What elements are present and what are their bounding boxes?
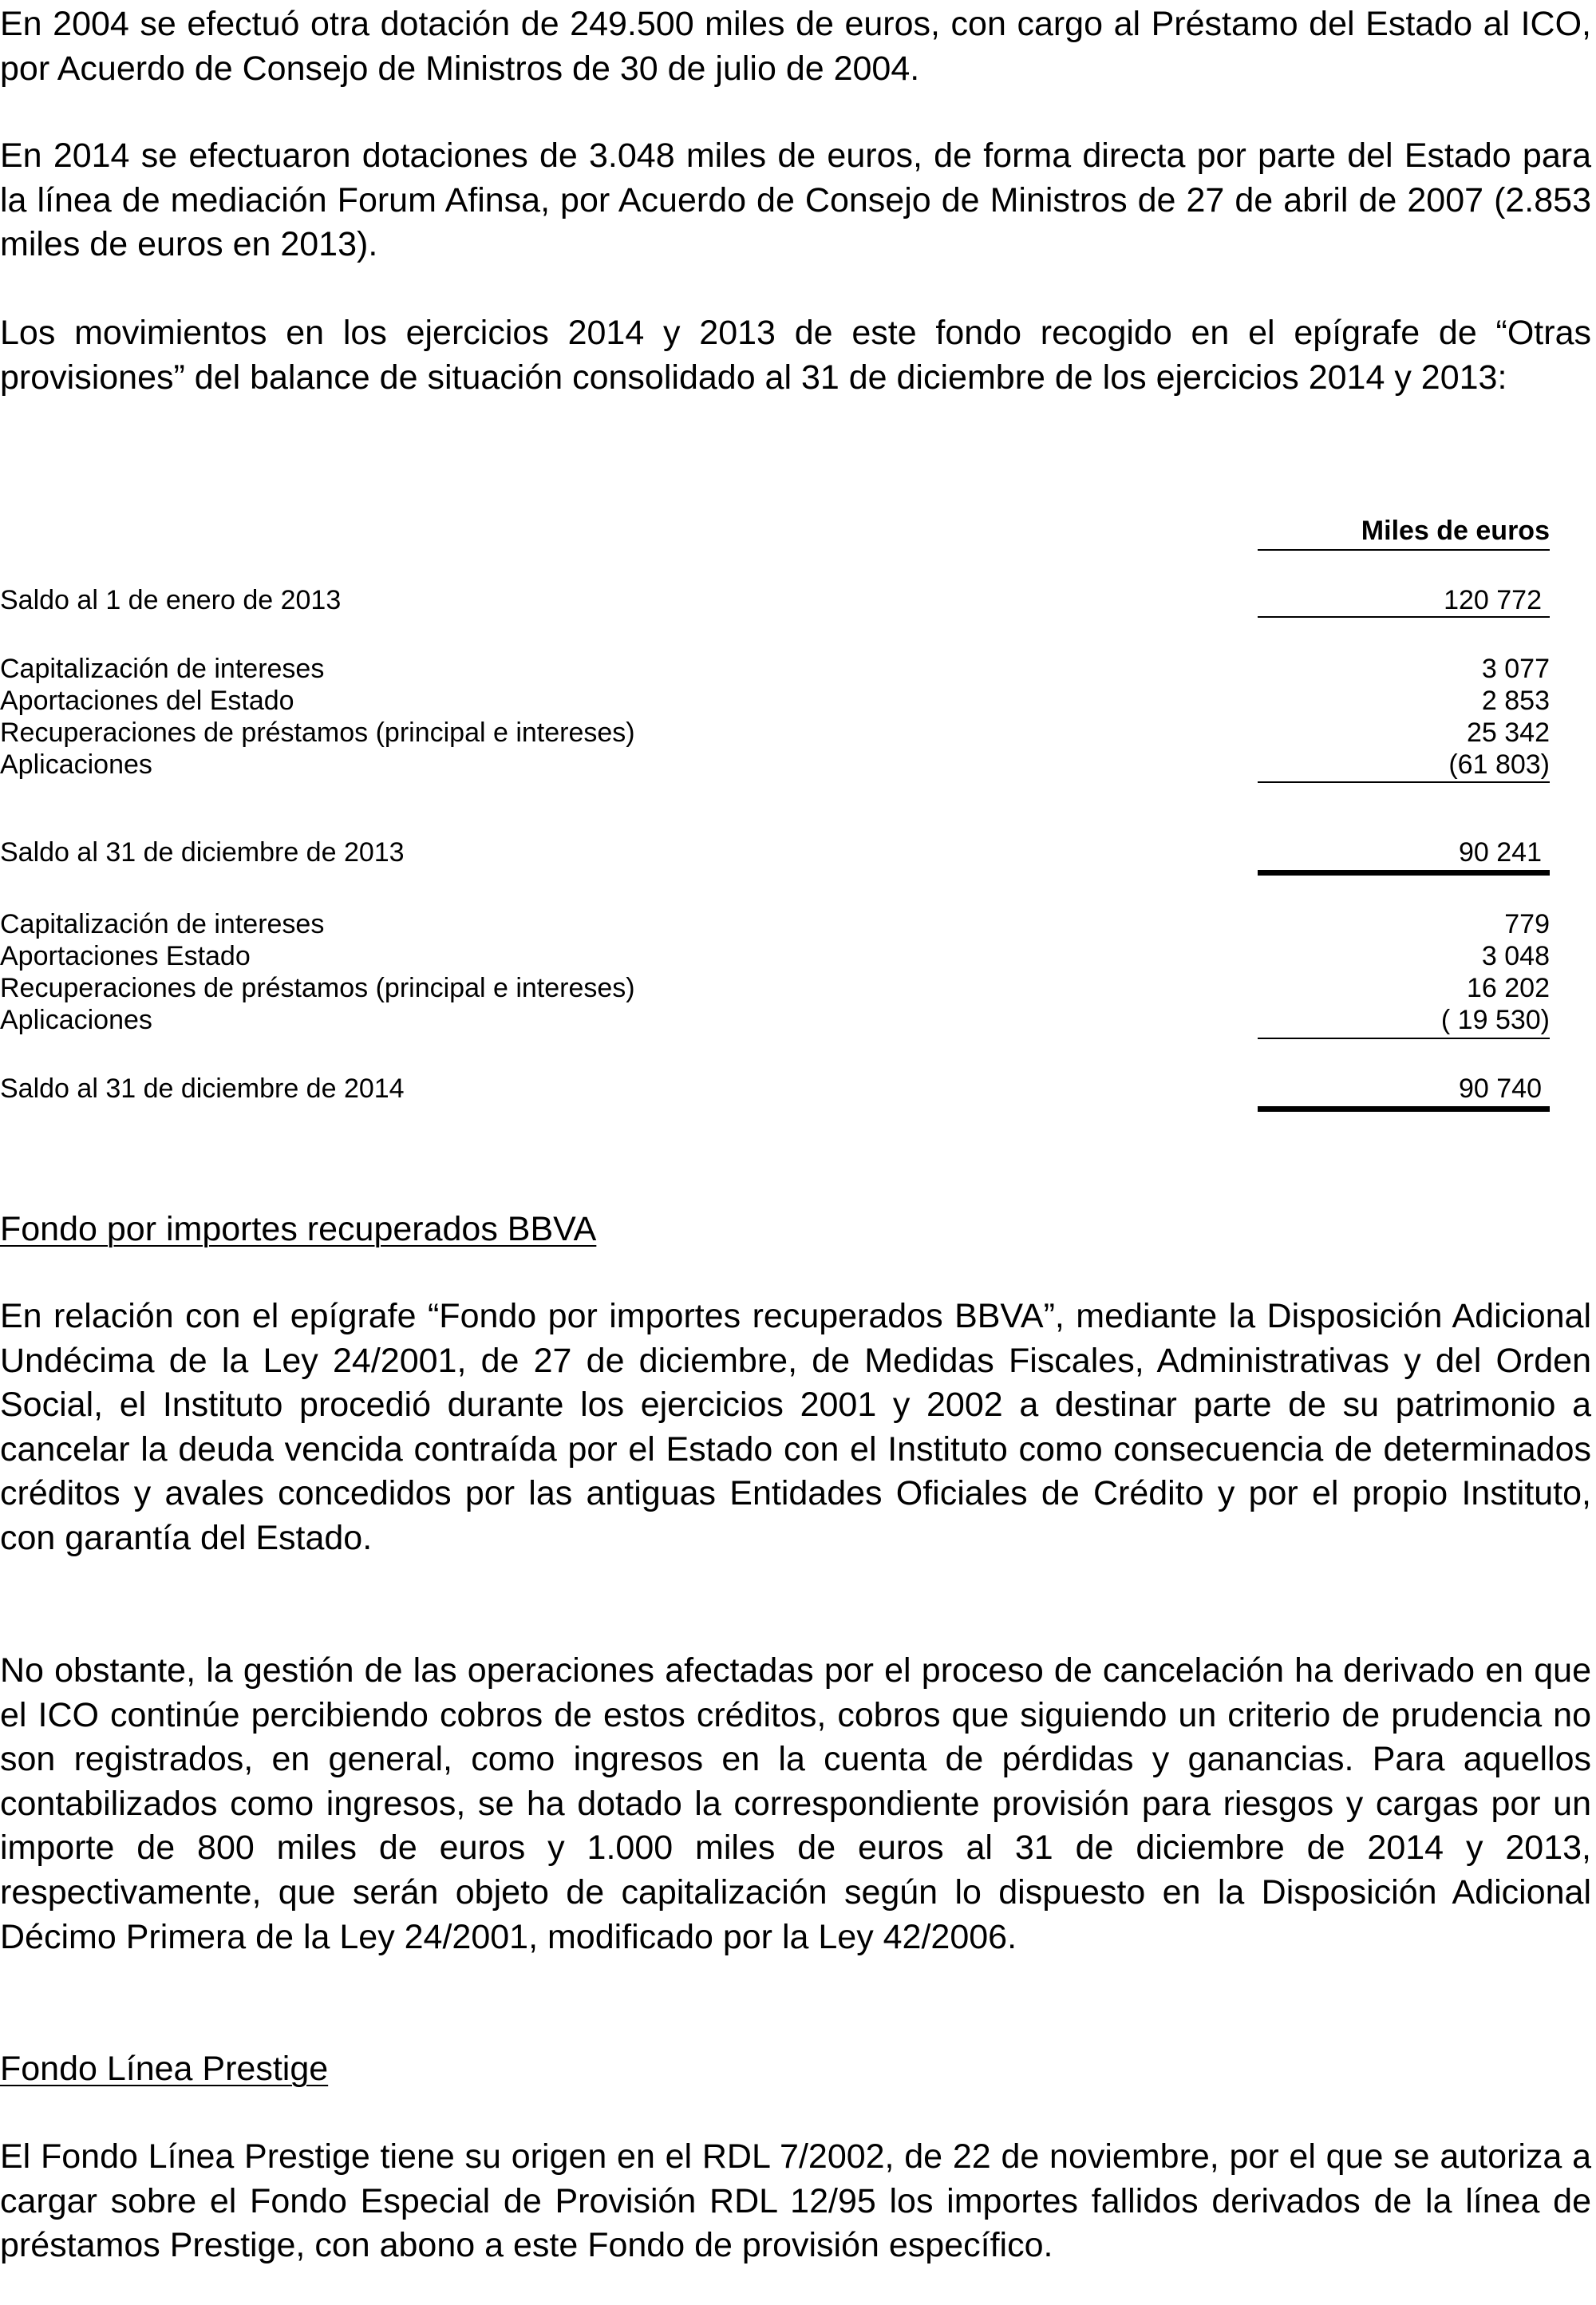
row-label: Recuperaciones de préstamos (principal e intereses) <box>0 973 635 1003</box>
paragraph-prestamo-estado-2004: En 2004 se efectuó otra dotación de 249.500 miles de euros, con cargo al Préstamo del Estado al ICO, por Acuerdo de Consejo de Ministros de 30 de julio de 2004. <box>0 5 1591 88</box>
row-value: 25 342 <box>1467 718 1550 748</box>
row-label: Aplicaciones <box>0 749 152 780</box>
paragraph-movimientos-intro: Los movimientos en los ejercicios 2014 y 2013 de este fondo recogido en el epígrafe de “Otras provisiones” del balance de situación consolidado al 31 de diciembre de los ejercicios 2014 y 2013: <box>0 314 1591 397</box>
paragraph-fondo-bbva: En relación con el epígrafe “Fondo por importes recuperados BBVA”, mediante la Disposición Adicional Undécima de la Ley 24/2001, de 27 de diciembre, de Medidas Fiscales, Administrativas y del Orden Social, el Instituto procedió durante los ejercicios 2001 y 2002 a destinar parte de su patrimonio a cancelar la deuda vencida contraída por el Estado con el Instituto como consecuencia de determinados créditos y avales concedidos por las antiguas Entidades Oficiales de Crédito y por el propio Instituto, con garantía del Estado. <box>0 1297 1591 1557</box>
row-underline <box>1258 781 1550 783</box>
table-row <box>0 836 1550 868</box>
paragraph-gestion-operaciones: No obstante, la gestión de las operaciones afectadas por el proceso de cancelación ha derivado en que el ICO continúe percibiendo cobros de estos créditos, cobros que siguiendo un criterio de prudencia no son registrados, en general, como ingresos en la cuenta de pérdidas y ganancias. Para aquellos contabilizados como ingresos, se ha dotado la correspondiente provisión para riesgos y cargas por un importe de 800 miles de euros y 1.000 miles de euros al 31 de diciembre de 2014 y 2013, respectivamente, que serán objeto de capitalización según lo dispuesto en la Disposición Adicional Décimo Primera de la Ley 24/2001, modificado por la Ley 42/2006. <box>0 1651 1591 1956</box>
table-row <box>0 749 1550 781</box>
total-double-underline <box>1258 870 1550 876</box>
paragraph-dotaciones-2014: En 2014 se efectuaron dotaciones de 3.048 miles de euros, de forma directa por parte del Estado para la línea de mediación Forum Afinsa, por Acuerdo de Consejo de Ministros de 27 de abril de 2007 (2.853 miles de euros en 2013). <box>0 136 1591 264</box>
row-label: Recuperaciones de préstamos (principal e intereses) <box>0 718 635 748</box>
row-value: ( 19 530) <box>1440 1005 1550 1035</box>
row-label: Aportaciones Estado <box>0 941 251 971</box>
table-row <box>0 653 1550 685</box>
row-label: Saldo al 31 de diciembre de 2013 <box>0 837 405 868</box>
row-underline <box>1258 1038 1550 1039</box>
row-value: 120 772 <box>1444 585 1542 615</box>
row-value: 779 <box>1504 909 1550 939</box>
row-value: 90 241 <box>1459 837 1542 868</box>
row-label: Aplicaciones <box>0 1005 152 1035</box>
table-row <box>0 1004 1550 1036</box>
paragraph-fondo-prestige: El Fondo Línea Prestige tiene su origen en el RDL 7/2002, de 22 de noviembre, por el que se autoriza a cargar sobre el Fondo Especial de Provisión RDL 12/95 los importes fallidos derivados de la línea de préstamos Prestige, con abono a este Fondo de provisión específico. <box>0 2137 1591 2265</box>
table-header-miles-de-euros: Miles de euros <box>1361 516 1550 546</box>
table-row <box>0 584 1550 616</box>
row-value: (61 803) <box>1448 749 1550 780</box>
row-value: 90 740 <box>1459 1073 1542 1104</box>
row-label: Aportaciones del Estado <box>0 686 294 716</box>
row-value: 3 077 <box>1481 654 1550 684</box>
table-row <box>0 940 1550 972</box>
row-value: 16 202 <box>1467 973 1550 1003</box>
row-label: Saldo al 1 de enero de 2013 <box>0 585 342 615</box>
row-label: Capitalización de intereses <box>0 909 325 939</box>
row-label: Saldo al 31 de diciembre de 2014 <box>0 1073 405 1104</box>
row-label: Capitalización de intereses <box>0 654 325 684</box>
heading-fondo-prestige: Fondo Línea Prestige <box>0 2050 329 2088</box>
table-row <box>0 972 1550 1004</box>
row-value: 2 853 <box>1481 686 1550 716</box>
heading-fondo-bbva: Fondo por importes recuperados BBVA <box>0 1210 597 1248</box>
row-value: 3 048 <box>1481 941 1550 971</box>
table-row <box>0 1073 1550 1105</box>
table-row <box>0 908 1550 940</box>
table-row <box>0 685 1550 717</box>
table-row <box>0 717 1550 749</box>
header-underline <box>1258 549 1550 551</box>
row-underline <box>1258 616 1550 618</box>
total-double-underline <box>1258 1106 1550 1112</box>
